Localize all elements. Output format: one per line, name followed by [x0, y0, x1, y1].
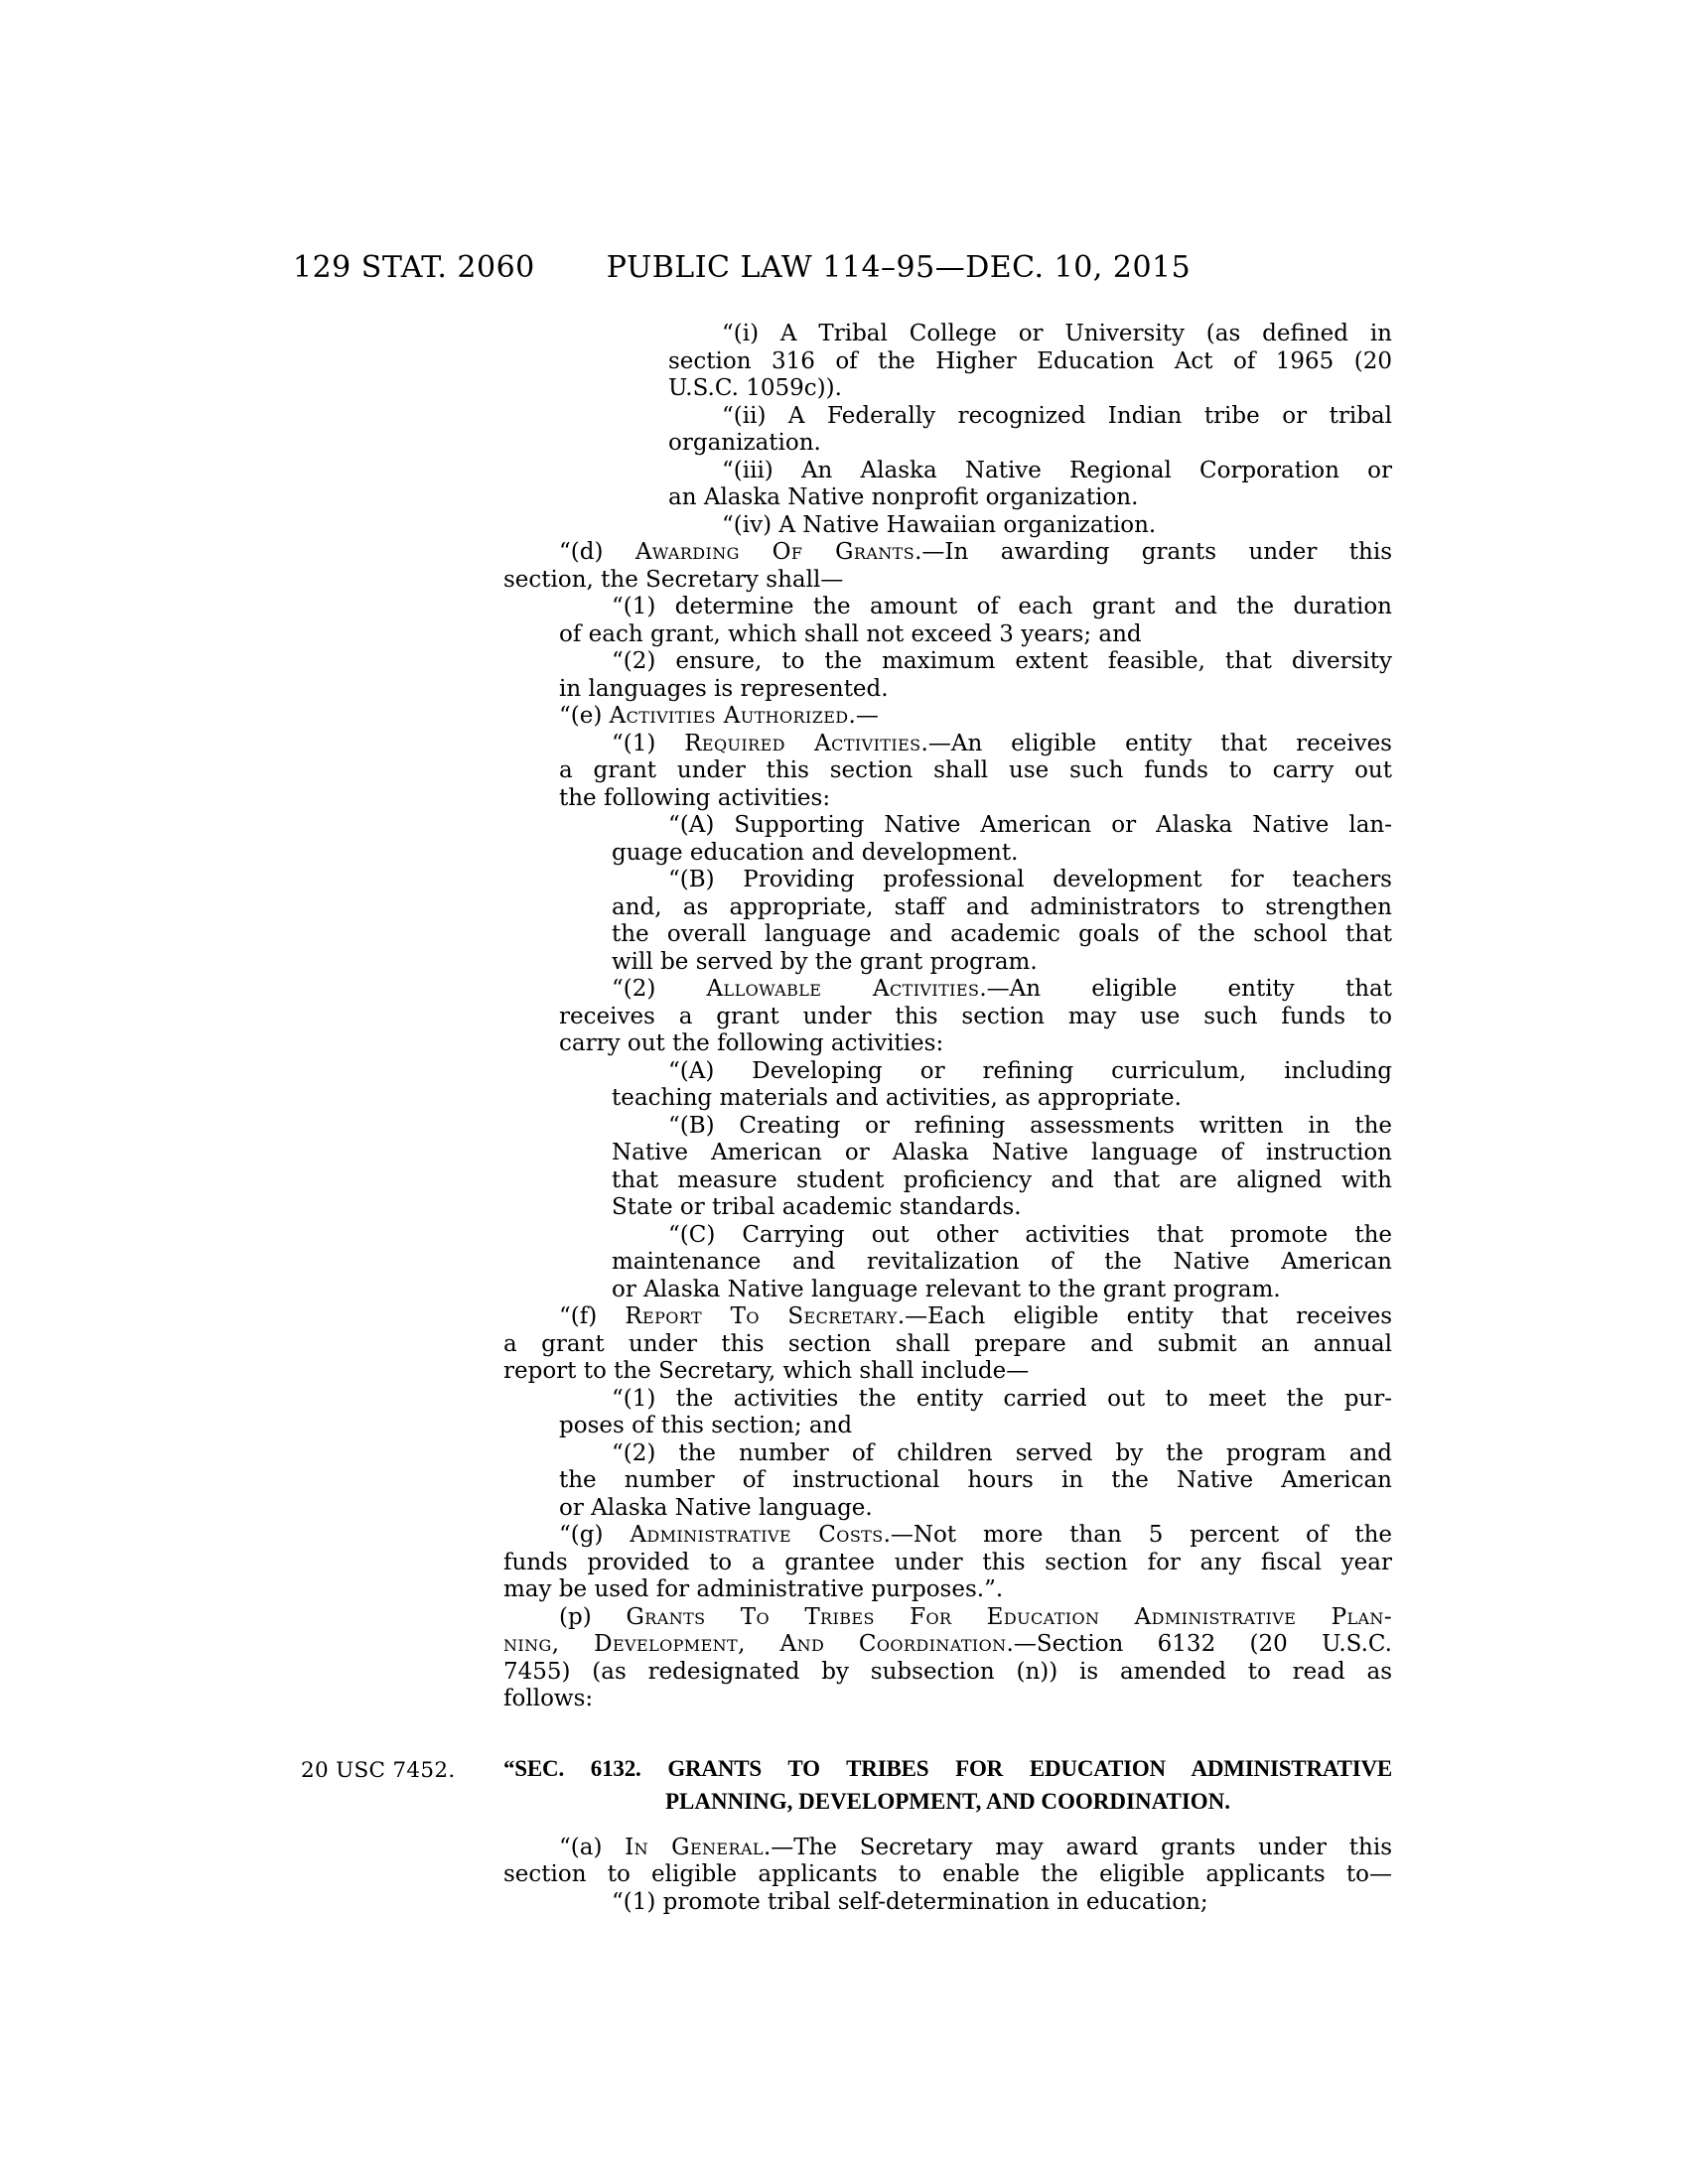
small-caps-text: In General: [625, 1834, 764, 1860]
statute-text-line: [503, 867, 1392, 894]
text-segment: “(iii) An Alaska Native Regional Corporation or: [722, 457, 1392, 483]
text-segment: a grant under this section shall prepare and submit an annual: [503, 1330, 1392, 1357]
text-segment: State or tribal academic standards.: [612, 1194, 1022, 1220]
text-segment: .—Section 6132 (20 U.S.C.: [1006, 1631, 1392, 1657]
statute-text-line: [503, 539, 1392, 567]
small-caps-text: Allowable Activities: [706, 976, 980, 1002]
statute-text-line: [503, 894, 1392, 922]
statute-text-line: [503, 1331, 1392, 1359]
text-segment: receives a grant under this section may use such funds to: [559, 1003, 1392, 1029]
statute-text-line: [503, 1495, 1392, 1523]
statute-text-line: [503, 430, 1392, 458]
statute-text-line: [503, 1004, 1392, 1031]
statute-text-line: [503, 375, 1392, 403]
small-caps-text: Administrative Costs: [630, 1522, 884, 1548]
text-segment: in languages is represented.: [559, 675, 889, 702]
text-segment: may be used for administrative purposes.”.: [503, 1576, 1004, 1602]
text-segment: the number of instructional hours in the Native American: [559, 1467, 1392, 1493]
statute-text-line: [503, 1085, 1392, 1113]
text-segment: .—In awarding grants under this: [914, 539, 1393, 565]
text-segment: “(C) Carrying out other activities that promote the: [668, 1221, 1392, 1248]
statute-text-line: [503, 512, 1392, 540]
text-segment: or Alaska Native language relevant to the grant program.: [612, 1276, 1281, 1302]
text-segment: “SEC. 6132. GRANTS TO TRIBES FOR EDUCATION ADMINISTRATIVE: [503, 1755, 1392, 1781]
text-segment: “(i) A Tribal College or University (as defined in: [722, 321, 1392, 346]
small-caps-text: ning, Development, And Coordination: [503, 1631, 1007, 1657]
statute-text-line: [503, 1113, 1392, 1141]
text-segment: section to eligible applicants to enable the eligible applicants to—: [503, 1861, 1392, 1887]
text-segment: “(B) Creating or refining assessments written in the: [668, 1112, 1392, 1139]
text-segment: .—An eligible entity that: [979, 976, 1393, 1002]
text-segment: “(e): [559, 703, 610, 729]
section-heading-line: [503, 1785, 1392, 1818]
statute-text-line: [503, 1604, 1392, 1632]
statute-text-line: [503, 403, 1392, 431]
text-segment: .—Not more than 5 percent of the: [883, 1522, 1392, 1548]
statute-text-line: [503, 703, 1392, 731]
text-segment: follows:: [503, 1686, 594, 1711]
text-segment: of each grant, which shall not exceed 3 years; and: [559, 620, 1142, 647]
text-segment: report to the Secretary, which shall include—: [503, 1358, 1030, 1384]
text-segment: or Alaska Native language.: [559, 1494, 873, 1521]
statute-text-line: [503, 1659, 1392, 1687]
statute-text-line: [503, 1550, 1392, 1577]
statute-text-line: [503, 1467, 1392, 1495]
running-head: [0, 250, 1688, 288]
statute-text-line: [503, 567, 1392, 595]
text-segment: “(iv) A Native Hawaiian organization.: [722, 511, 1157, 538]
text-segment: “(d): [559, 539, 635, 565]
text-segment: .—: [848, 703, 879, 729]
statute-text-line: [503, 1413, 1392, 1440]
text-segment: section 316 of the Higher Education Act of 1965 (20: [668, 347, 1392, 374]
stat-page-number: 129 STAT. 2060: [293, 250, 535, 285]
statute-text-line: [503, 921, 1392, 949]
small-caps-text: Report To Secretary: [625, 1303, 898, 1329]
text-segment: maintenance and revitalization of the Native American: [612, 1249, 1392, 1275]
statute-text-line: [503, 1194, 1392, 1222]
statute-text-line: [503, 1440, 1392, 1468]
text-segment: .—Each eligible entity that receives: [897, 1303, 1393, 1329]
text-segment: “(1) promote tribal self-determination in education;: [612, 1888, 1208, 1915]
text-segment: (p): [559, 1603, 627, 1630]
statute-text-line: [503, 1058, 1392, 1086]
statute-text-line: [503, 812, 1392, 840]
text-segment: “(1) determine the amount of each grant and the duration: [612, 594, 1392, 619]
statute-text-line: [503, 1140, 1392, 1167]
statute-text-line: [503, 348, 1392, 376]
public-law-title: PUBLIC LAW 114–95—DEC. 10, 2015: [606, 250, 1192, 285]
text-segment: .—The Secretary may award grants under this: [763, 1834, 1393, 1860]
text-segment: PLANNING, DEVELOPMENT, AND COORDINATION.: [664, 1788, 1231, 1814]
statute-text-line: [503, 840, 1392, 868]
statute-text-line: [503, 648, 1392, 676]
text-segment: “(f): [559, 1303, 626, 1329]
text-column: [503, 321, 1392, 1916]
statute-text-line: [503, 1358, 1392, 1386]
statute-text-line: [503, 1631, 1392, 1659]
uscode-margin-note: 20 USC 7452.: [301, 1758, 456, 1783]
statute-text-line: [503, 1686, 1392, 1713]
text-segment: “(B) Providing professional development for teachers: [668, 867, 1392, 892]
text-segment: carry out the following activities:: [559, 1030, 944, 1056]
text-segment: section, the Secretary shall—: [503, 566, 844, 593]
statute-text-line: [503, 321, 1392, 348]
text-segment: guage education and development.: [612, 839, 1019, 866]
statute-text-line: [503, 1386, 1392, 1414]
statute-text-line: [503, 1303, 1392, 1331]
text-segment: “(a): [559, 1834, 626, 1860]
text-segment: “(2) the number of children served by the program and: [612, 1439, 1392, 1466]
statute-text-line: [503, 1277, 1392, 1304]
text-segment: will be served by the grant program.: [612, 948, 1038, 975]
text-segment: the overall language and academic goals of the school that: [612, 921, 1392, 947]
text-segment: “(A) Developing or refining curriculum, including: [668, 1057, 1392, 1084]
text-segment: poses of this section; and: [559, 1413, 853, 1438]
text-segment: “(g): [559, 1522, 631, 1548]
statute-text-line: [503, 1835, 1392, 1862]
small-caps-text: Grants To Tribes For Education Administrative Plan-: [626, 1603, 1392, 1630]
text-segment: “(A) Supporting Native American or Alaska Native lan-: [668, 812, 1392, 838]
text-segment: and, as appropriate, staff and administrators to strengthen: [612, 893, 1392, 920]
text-segment: “(1): [612, 730, 685, 756]
small-caps-text: Required Activities: [684, 730, 921, 756]
statute-text-line: [503, 1222, 1392, 1250]
text-segment: Native American or Alaska Native language of instruction: [612, 1140, 1392, 1165]
statute-text-line: [503, 731, 1392, 758]
text-segment: 7455) (as redesignated by subsection (n)) is amended to read as: [503, 1658, 1392, 1685]
statute-text-line: [503, 1522, 1392, 1550]
statute-text-line: [503, 757, 1392, 785]
text-segment: U.S.C. 1059c)).: [668, 375, 842, 401]
text-segment: “(2): [612, 976, 707, 1002]
text-segment: the following activities:: [559, 784, 831, 811]
section-heading-line: [503, 1752, 1392, 1785]
small-caps-text: Activities Authorized: [609, 703, 849, 729]
statute-text-line: [503, 594, 1392, 621]
statute-text-line: [503, 676, 1392, 704]
text-segment: “(ii) A Federally recognized Indian tribe or tribal: [722, 402, 1392, 429]
statute-text-line: [503, 1030, 1392, 1058]
statute-text-line: [503, 1861, 1392, 1889]
text-segment: organization.: [668, 430, 821, 456]
text-segment: teaching materials and activities, as appropriate.: [612, 1085, 1182, 1111]
statute-text-line: [503, 976, 1392, 1004]
statute-text-line: [503, 1576, 1392, 1604]
small-caps-text: Awarding Of Grants: [634, 539, 915, 565]
text-segment: “(2) ensure, to the maximum extent feasible, that diversity: [612, 648, 1392, 674]
statute-text-line: [503, 484, 1392, 512]
statute-text-line: [503, 1167, 1392, 1195]
text-segment: that measure student proficiency and that are aligned with: [612, 1166, 1392, 1193]
statute-text-line: [503, 1249, 1392, 1277]
statute-text-line: [503, 621, 1392, 649]
text-segment: an Alaska Native nonprofit organization.: [668, 484, 1139, 510]
statute-text-line: [503, 458, 1392, 485]
text-segment: .—An eligible entity that receives: [920, 730, 1392, 756]
text-segment: funds provided to a grantee under this section for any fiscal year: [503, 1549, 1392, 1575]
text-segment: a grant under this section shall use such funds to carry out: [559, 757, 1392, 783]
statute-text-line: [503, 1889, 1392, 1917]
statute-text-line: [503, 949, 1392, 977]
statute-text-line: [503, 785, 1392, 813]
text-segment: “(1) the activities the entity carried out to meet the pur-: [612, 1385, 1392, 1412]
